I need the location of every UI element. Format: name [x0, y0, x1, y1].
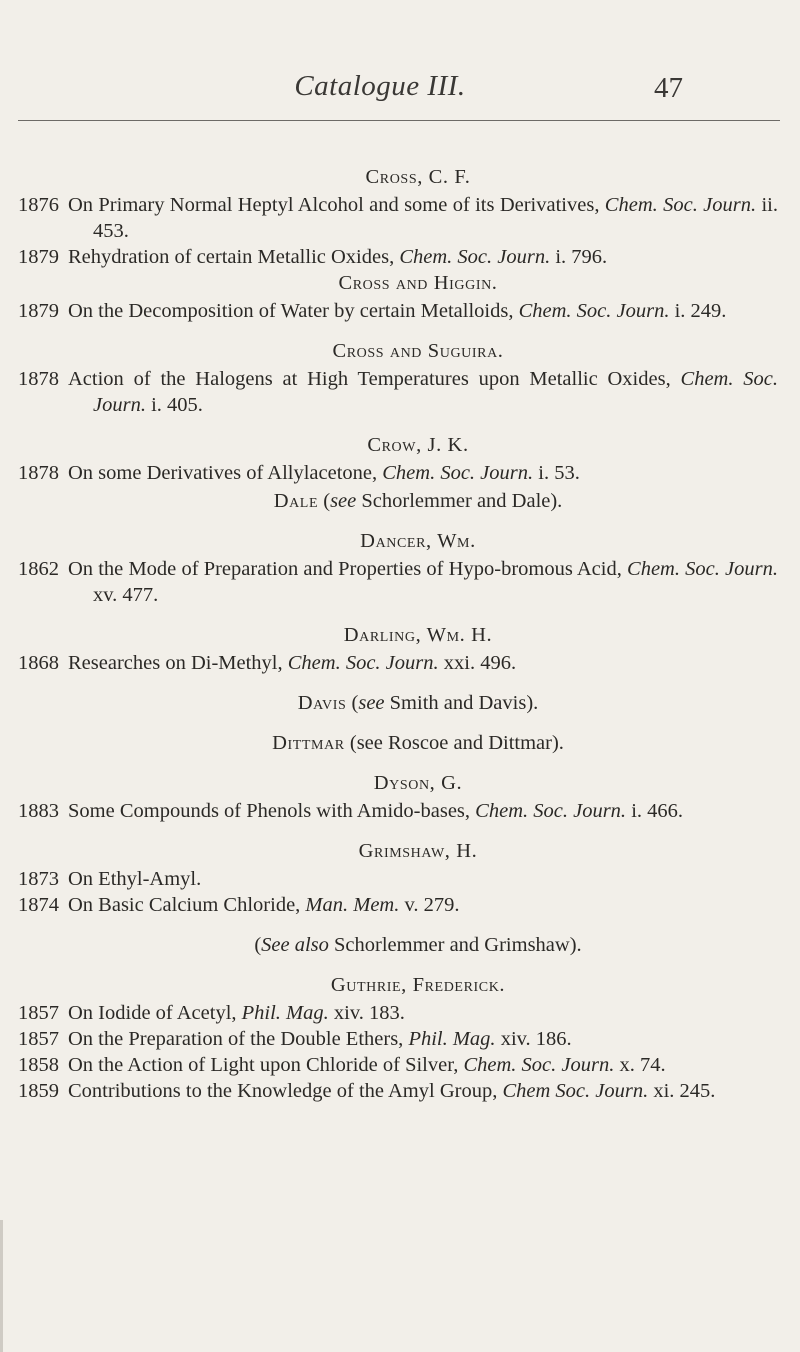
entry-year: 1857	[18, 1028, 59, 1050]
header-rule	[18, 120, 780, 121]
author-heading: Dancer, Wm.	[360, 530, 476, 552]
catalogue-entry	[18, 244, 778, 270]
author-heading: Crow, J. K.	[367, 434, 469, 456]
entry-text	[68, 366, 778, 418]
cross-reference: Davis (see Smith and Davis).	[297, 692, 539, 714]
author-heading: Darling, Wm. H.	[343, 624, 493, 646]
entry-text	[68, 556, 778, 608]
entry-ref: ii. 453.	[93, 194, 778, 242]
entry-title: On Ethyl-Amyl.	[68, 868, 202, 890]
entry-journal: Chem. Soc. Journ.	[627, 558, 779, 580]
xref-target: Smith and Davis).	[389, 692, 539, 714]
entry-year: 1879	[18, 246, 59, 268]
author-heading: Cross and Higgin.	[338, 272, 498, 294]
entry-text	[68, 1078, 778, 1104]
entry-ref: xxi. 496.	[443, 652, 517, 674]
entry-year: 1876	[18, 194, 59, 216]
xref-target: Schorlemmer and Dale).	[361, 490, 563, 512]
entry-text	[68, 244, 778, 270]
author-heading: Guthrie, Frederick.	[330, 974, 506, 996]
entry-journal: Chem. Soc. Journ.	[604, 194, 757, 216]
entry-text	[68, 650, 778, 676]
entry-journal: Chem. Soc. Journ.	[399, 246, 551, 268]
catalogue-entry	[18, 298, 778, 324]
entry-title: Some Compounds of Phenols with Amido-bases,	[68, 800, 471, 822]
entry-journal: Phil. Mag.	[408, 1028, 496, 1050]
entry-journal: Phil. Mag.	[241, 1002, 329, 1024]
catalogue-entry	[18, 650, 778, 676]
entry-ref: i. 796.	[555, 246, 608, 268]
see-also-target: Schorlemmer and Grimshaw).	[334, 934, 582, 956]
entry-title: On Primary Normal Heptyl Alcohol and some of its Derivatives,	[68, 194, 600, 216]
entry-text	[68, 1026, 778, 1052]
entry-title: On Basic Calcium Chloride,	[68, 894, 301, 916]
cross-reference: Dale (see Schorlemmer and Dale).	[273, 490, 563, 512]
xref-name: Dittmar	[272, 732, 345, 754]
see-also-label: See also	[261, 934, 329, 956]
entry-text	[68, 192, 778, 244]
running-title: Catalogue III.	[294, 70, 466, 102]
cross-reference	[18, 730, 778, 756]
entry-title: Contributions to the Knowledge of the Amyl Group,	[68, 1080, 498, 1102]
entry-title: On the Preparation of the Double Ethers,	[68, 1028, 404, 1050]
entry-journal: Chem. Soc. Journ.	[287, 652, 439, 674]
entry-year: 1868	[18, 652, 59, 674]
entry-title: Action of the Halogens at High Temperatures upon Metallic Oxides,	[68, 368, 671, 390]
entry-year: 1874	[18, 894, 59, 916]
entry-title: On the Action of Light upon Chloride of Silver,	[68, 1054, 459, 1076]
entry-ref: i. 405.	[151, 394, 203, 416]
entry-year: 1859	[18, 1080, 59, 1102]
author-heading: Dyson, G.	[373, 772, 463, 794]
entry-title: Rehydration of certain Metallic Oxides,	[68, 246, 395, 268]
page-edge-shadow	[0, 1220, 3, 1352]
entry-ref: xi. 245.	[653, 1080, 716, 1102]
entry-journal: Chem. Soc. Journ.	[93, 368, 778, 416]
entry-journal: Chem Soc. Journ.	[502, 1080, 649, 1102]
entry-ref: i. 466.	[631, 800, 684, 822]
entry-ref: xiv. 183.	[333, 1002, 405, 1024]
entry-year: 1883	[18, 800, 59, 822]
xref-target: (see Roscoe and Dittmar).	[349, 732, 564, 754]
entry-title: On some Derivatives of Allylacetone,	[68, 462, 378, 484]
entry-year: 1879	[18, 300, 59, 322]
entry-journal: Man. Mem.	[305, 894, 400, 916]
author-heading: Grimshaw, H.	[358, 840, 478, 862]
author-heading: Cross, C. F.	[365, 166, 471, 188]
entry-text	[68, 892, 778, 918]
entry-journal: Chem. Soc. Journ.	[463, 1054, 615, 1076]
entry-year: 1857	[18, 1002, 59, 1024]
xref-see: see	[358, 692, 385, 714]
catalogue-content	[18, 164, 778, 1104]
entry-year: 1878	[18, 368, 59, 390]
page-number: 47	[654, 72, 683, 104]
entry-title: On the Mode of Preparation and Properties of Hypo-bromous Acid,	[68, 558, 622, 580]
entry-text	[68, 1052, 778, 1078]
xref-see: see	[330, 490, 357, 512]
xref-name: Dale	[273, 490, 319, 512]
catalogue-entry	[18, 866, 778, 892]
entry-title: On Iodide of Acetyl,	[68, 1002, 237, 1024]
catalogue-entry	[18, 1052, 778, 1078]
catalogue-entry	[18, 892, 778, 918]
entry-ref: x. 74.	[619, 1054, 666, 1076]
entry-ref: i. 249.	[674, 300, 727, 322]
catalogue-entry	[18, 556, 778, 608]
entry-title: On the Decomposition of Water by certain Metalloids,	[68, 300, 514, 322]
entry-journal: Chem. Soc. Journ.	[518, 300, 670, 322]
entry-ref: v. 279.	[404, 894, 460, 916]
catalogue-entry	[18, 1000, 778, 1026]
entry-text	[68, 1000, 778, 1026]
catalogue-entry	[18, 798, 778, 824]
entry-journal: Chem. Soc. Journ.	[475, 800, 627, 822]
see-also-note: (See also Schorlemmer and Grimshaw).	[254, 934, 582, 956]
entry-year: 1858	[18, 1054, 59, 1076]
entry-ref: i. 53.	[538, 462, 580, 484]
entry-text	[68, 798, 778, 824]
entry-title: Researches on Di-Methyl,	[68, 652, 283, 674]
entry-year: 1873	[18, 868, 59, 890]
entry-year: 1862	[18, 558, 59, 580]
catalogue-entry	[18, 366, 778, 418]
entry-journal: Chem. Soc. Journ.	[382, 462, 534, 484]
entry-ref: xiv. 186.	[500, 1028, 572, 1050]
xref-name: Davis	[297, 692, 347, 714]
catalogue-entry	[18, 1078, 778, 1104]
author-heading: Cross and Suguira.	[332, 340, 504, 362]
catalogue-entry	[18, 460, 778, 486]
entry-year: 1878	[18, 462, 59, 484]
catalogue-entry	[18, 1026, 778, 1052]
entry-ref: xv. 477.	[93, 584, 159, 606]
catalogue-entry	[18, 192, 778, 244]
entry-text	[68, 866, 778, 892]
entry-text	[68, 298, 778, 324]
entry-text	[68, 460, 778, 486]
